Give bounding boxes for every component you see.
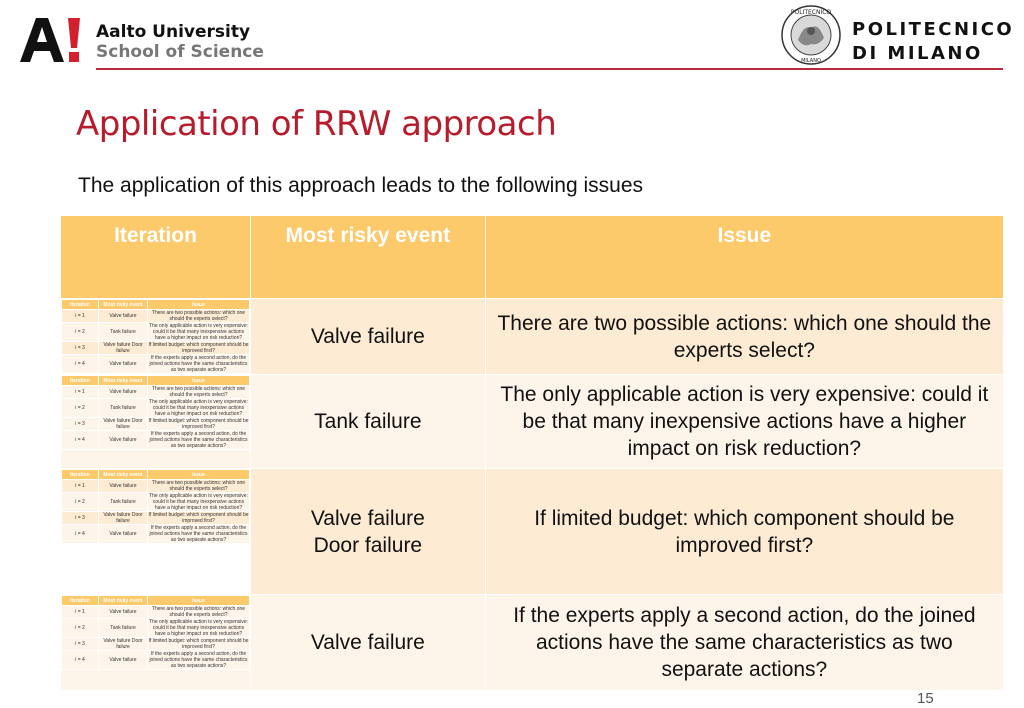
thumbnail-header-cell: Issue bbox=[148, 596, 250, 606]
thumbnail-cell: Valve failure bbox=[99, 480, 148, 493]
thumbnail-cell: If the experts apply a second action, do the joined actions have the same characteristics as two separate actions? bbox=[149, 651, 248, 669]
thumbnail-cell: Valve failure bbox=[99, 525, 148, 544]
thumbnail-cell: If limited budget: which component should be improved first? bbox=[148, 418, 249, 430]
thumbnail-row bbox=[62, 323, 250, 342]
table-row bbox=[61, 375, 1004, 469]
thumbnail-cell: Valve failure bbox=[99, 431, 148, 450]
thumbnail-cell: i = 2 bbox=[62, 323, 99, 342]
thumbnail-header-cell: Iteration bbox=[62, 300, 99, 310]
thumbnail-header-row bbox=[62, 470, 250, 480]
event-cell bbox=[251, 299, 486, 375]
header-iteration: Iteration bbox=[61, 216, 251, 299]
thumbnail-header-cell: Most risky event bbox=[99, 376, 148, 386]
thumbnail-cell: i = 4 bbox=[62, 651, 99, 670]
thumbnail-row bbox=[62, 399, 250, 418]
thumbnail-header-cell: Issue bbox=[148, 470, 250, 480]
table-header-row bbox=[61, 216, 1004, 299]
table-row bbox=[61, 469, 1004, 595]
issue-text: If the experts apply a second action, do the joined actions have the same characteristics as two separate actions? bbox=[513, 604, 976, 681]
thumbnail-header-row bbox=[62, 596, 250, 606]
thumbnail-table bbox=[61, 375, 250, 450]
thumbnail-row bbox=[62, 480, 250, 493]
thumbnail-header-cell: Most risky event bbox=[99, 470, 148, 480]
thumbnail-cell: The only applicable action is very expensive: could it be that many inexpensive actions have a higher impact on risk reduction? bbox=[149, 323, 248, 341]
thumbnail-cell: If limited budget: which component should be improved first? bbox=[148, 512, 249, 524]
aalto-school: School of Science bbox=[96, 42, 264, 62]
thumbnail-header-row bbox=[62, 376, 250, 386]
aalto-name: Aalto University bbox=[96, 22, 251, 42]
thumbnail-cell: i = 3 bbox=[62, 418, 99, 431]
slide-title: Application of RRW approach bbox=[76, 104, 557, 144]
thumbnail-row bbox=[62, 431, 250, 450]
header-divider bbox=[96, 68, 1003, 70]
thumbnail-cell: i = 2 bbox=[62, 493, 99, 512]
thumbnail-row bbox=[62, 651, 250, 670]
iteration-thumbnail bbox=[61, 469, 250, 544]
thumbnail-header-cell: Iteration bbox=[62, 376, 99, 386]
thumbnail-table bbox=[61, 299, 250, 374]
thumbnail-cell: i = 3 bbox=[62, 342, 99, 355]
thumbnail-cell: Tank failure bbox=[99, 323, 148, 342]
iteration-thumbnail bbox=[61, 299, 250, 374]
issues-table bbox=[60, 215, 1004, 691]
thumbnail-cell: i = 2 bbox=[62, 399, 99, 418]
issue-text: If limited budget: which component should be improved first? bbox=[534, 506, 955, 557]
thumbnail-cell: Tank failure bbox=[99, 619, 148, 638]
seal-top-text: POLITECNICO bbox=[790, 9, 832, 16]
thumbnail-cell: Valve failure Door failure bbox=[99, 638, 148, 651]
aalto-logo bbox=[20, 18, 82, 62]
thumbnail-cell: If the experts apply a second action, do the joined actions have the same characteristics as two separate actions? bbox=[149, 431, 248, 449]
thumbnail-cell: Tank failure bbox=[99, 399, 148, 418]
thumbnail-cell: The only applicable action is very expensive: could it be that many inexpensive actions have a higher impact on risk reduction? bbox=[149, 399, 248, 417]
event-text: Tank failure bbox=[314, 410, 422, 433]
thumbnail-cell: If limited budget: which component should be improved first? bbox=[148, 638, 249, 650]
thumbnail-row bbox=[62, 310, 250, 323]
thumbnail-cell: Tank failure bbox=[99, 493, 148, 512]
thumbnail-cell: Valve failure bbox=[99, 651, 148, 670]
issue-cell bbox=[485, 299, 1003, 375]
issue-cell bbox=[485, 469, 1003, 595]
thumbnail-cell: Valve failure bbox=[99, 355, 148, 374]
thumbnail-cell: There are two possible actions: which one should the experts select? bbox=[148, 386, 250, 399]
thumbnail-cell: i = 4 bbox=[62, 355, 99, 374]
issue-cell bbox=[485, 375, 1003, 469]
thumbnail-header-cell: Most risky event bbox=[99, 596, 148, 606]
thumbnail-row bbox=[62, 512, 250, 525]
iteration-thumbnail-cell bbox=[61, 299, 251, 375]
iteration-thumbnail bbox=[61, 595, 250, 670]
thumbnail-cell: i = 1 bbox=[62, 386, 99, 399]
slide-subtitle: The application of this approach leads to the following issues bbox=[78, 174, 644, 197]
thumbnail-header-row bbox=[62, 300, 250, 310]
polimi-line2: DI MILANO bbox=[852, 43, 983, 64]
thumbnail-cell: i = 4 bbox=[62, 525, 99, 544]
table-row bbox=[61, 299, 1004, 375]
thumbnail-cell: i = 1 bbox=[62, 606, 99, 619]
polimi-wordmark bbox=[852, 18, 1014, 66]
thumbnail-cell: i = 1 bbox=[62, 480, 99, 493]
seal-bottom-text: MILANO bbox=[801, 58, 821, 64]
thumbnail-cell: If limited budget: which component should be improved first? bbox=[148, 342, 249, 354]
thumbnail-table bbox=[61, 469, 250, 544]
event-text: Valve failure bbox=[310, 631, 425, 654]
thumbnail-cell: Valve failure bbox=[99, 386, 148, 399]
iteration-thumbnail bbox=[61, 375, 250, 450]
thumbnail-cell: i = 4 bbox=[62, 431, 99, 450]
thumbnail-cell: Valve failure bbox=[99, 310, 148, 323]
thumbnail-cell: The only applicable action is very expensive: could it be that many inexpensive actions have a higher impact on risk reduction? bbox=[149, 619, 248, 637]
thumbnail-row bbox=[62, 619, 250, 638]
thumbnail-cell: If the experts apply a second action, do the joined actions have the same characteristics as two separate actions? bbox=[149, 525, 248, 543]
thumbnail-cell: Valve failure bbox=[99, 606, 148, 619]
table-row bbox=[61, 595, 1004, 691]
thumbnail-row bbox=[62, 525, 250, 544]
thumbnail-cell: The only applicable action is very expensive: could it be that many inexpensive actions have a higher impact on risk reduction? bbox=[149, 493, 248, 511]
issue-text: There are two possible actions: which one should the experts select? bbox=[497, 311, 992, 362]
thumbnail-table bbox=[61, 595, 250, 670]
thumbnail-cell: i = 1 bbox=[62, 310, 99, 323]
page-number: 15 bbox=[917, 690, 934, 707]
thumbnail-cell: Valve failure Door failure bbox=[99, 512, 148, 525]
event-text: Valve failure bbox=[310, 506, 425, 530]
iteration-thumbnail-cell bbox=[61, 375, 251, 469]
event-cell bbox=[251, 595, 486, 691]
iteration-thumbnail-cell bbox=[61, 595, 251, 691]
thumbnail-header-cell: Issue bbox=[148, 376, 250, 386]
thumbnail-row bbox=[62, 493, 250, 512]
thumbnail-row bbox=[62, 418, 250, 431]
thumbnail-header-cell: Most risky event bbox=[99, 300, 148, 310]
polimi-line1: POLITECNICO bbox=[852, 19, 1015, 40]
thumbnail-cell: i = 3 bbox=[62, 512, 99, 525]
thumbnail-cell: Valve failure Door failure bbox=[99, 342, 148, 355]
thumbnail-cell: If the experts apply a second action, do the joined actions have the same characteristics as two separate actions? bbox=[149, 355, 248, 373]
thumbnail-cell: i = 3 bbox=[62, 638, 99, 651]
thumbnail-row bbox=[62, 355, 250, 374]
event-cell bbox=[251, 469, 486, 595]
issue-text: The only applicable action is very expensive: could it be that many inexpensive actions have a higher impact on risk reduction? bbox=[500, 383, 989, 460]
event-text: Valve failure bbox=[310, 325, 425, 348]
thumbnail-header-cell: Issue bbox=[148, 300, 250, 310]
event-text: Door failure bbox=[313, 533, 423, 557]
thumbnail-cell: There are two possible actions: which one should the experts select? bbox=[148, 480, 250, 493]
header-issue: Issue bbox=[485, 216, 1003, 299]
thumbnail-row bbox=[62, 606, 250, 619]
thumbnail-row bbox=[62, 342, 250, 355]
aalto-wordmark bbox=[96, 22, 264, 62]
thumbnail-cell: Valve failure Door failure bbox=[99, 418, 148, 431]
thumbnail-cell: There are two possible actions: which one should the experts select? bbox=[148, 606, 250, 619]
thumbnail-cell: There are two possible actions: which one should the experts select? bbox=[148, 310, 250, 323]
polimi-seal-icon bbox=[780, 4, 842, 66]
issue-cell bbox=[485, 595, 1003, 691]
thumbnail-header-cell: Iteration bbox=[62, 470, 99, 480]
thumbnail-cell: i = 2 bbox=[62, 619, 99, 638]
event-cell bbox=[251, 375, 486, 469]
thumbnail-row bbox=[62, 386, 250, 399]
thumbnail-row bbox=[62, 638, 250, 651]
header-most-risky-event: Most risky event bbox=[251, 216, 486, 299]
thumbnail-header-cell: Iteration bbox=[62, 596, 99, 606]
iteration-thumbnail-cell bbox=[61, 469, 251, 595]
aalto-a-mark-icon bbox=[20, 18, 82, 62]
